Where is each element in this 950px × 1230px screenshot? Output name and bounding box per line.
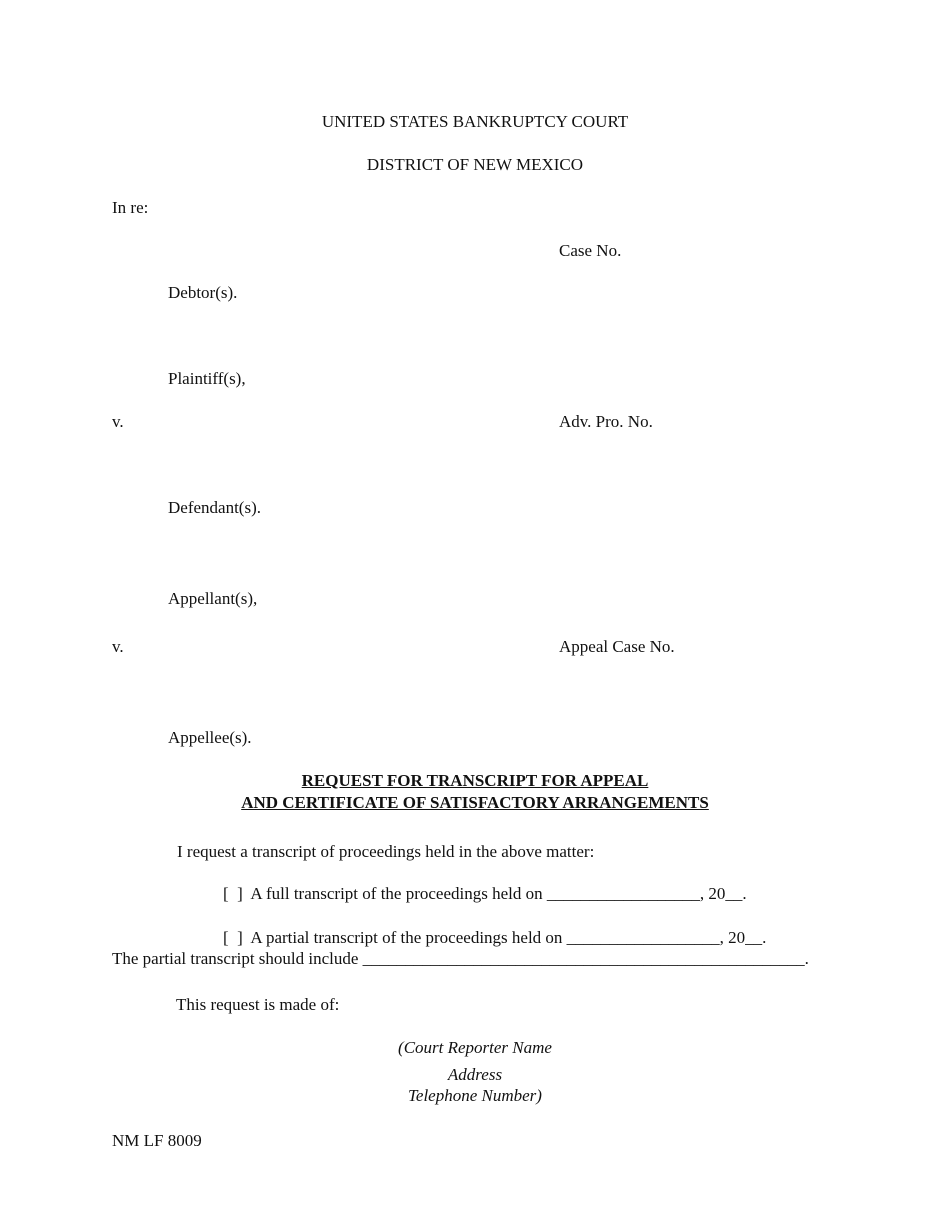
document-title-line-2: AND CERTIFICATE OF SATISFACTORY ARRANGEMENTS: [241, 793, 709, 812]
appellees-label: Appellee(s).: [168, 728, 252, 747]
request-made-of: This request is made of:: [176, 995, 340, 1014]
defendants-label: Defendant(s).: [168, 498, 261, 517]
appellants-label: Appellant(s),: [168, 589, 258, 608]
versus-label-1: v.: [112, 412, 124, 431]
court-reporter-name: (Court Reporter Name: [398, 1038, 552, 1057]
debtors-label: Debtor(s).: [168, 283, 238, 302]
court-reporter-phone: Telephone Number): [408, 1086, 542, 1105]
full-transcript-option: [ ] A full transcript of the proceedings held on __________________, 20__.: [223, 884, 747, 903]
form-id: NM LF 8009: [112, 1131, 202, 1150]
versus-label-2: v.: [112, 637, 124, 656]
in-re-label: In re:: [112, 198, 149, 217]
document-title-line-1: REQUEST FOR TRANSCRIPT FOR APPEAL: [301, 771, 649, 790]
appeal-case-no-label: Appeal Case No.: [559, 637, 675, 656]
court-title: UNITED STATES BANKRUPTCY COURT: [321, 112, 629, 131]
plaintiffs-label: Plaintiff(s),: [168, 369, 246, 388]
request-intro: I request a transcript of proceedings held in the above matter:: [177, 842, 595, 861]
case-no-label: Case No.: [559, 241, 622, 260]
partial-transcript-option: [ ] A partial transcript of the proceedings held on __________________, 20__.: [223, 928, 767, 947]
district-title: DISTRICT OF NEW MEXICO: [366, 155, 584, 174]
adv-pro-no-label: Adv. Pro. No.: [559, 412, 653, 431]
partial-transcript-include: The partial transcript should include ____________________________________________________.: [112, 949, 809, 968]
court-reporter-address: Address: [447, 1065, 503, 1084]
